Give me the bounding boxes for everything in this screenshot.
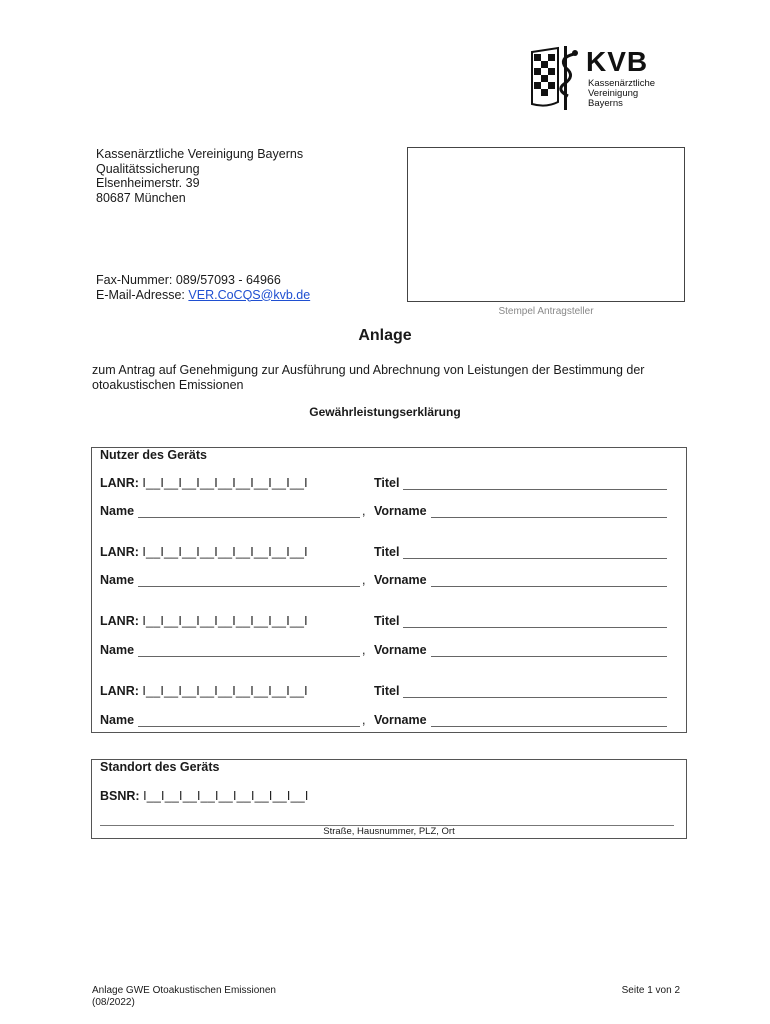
vorname-field[interactable]: [374, 713, 667, 727]
comma: ,: [362, 573, 366, 587]
titel-field[interactable]: [374, 476, 667, 490]
comma: ,: [362, 643, 366, 657]
kvb-emblem-icon: [528, 44, 582, 112]
lanr-field[interactable]: [100, 614, 308, 628]
name-field[interactable]: [100, 504, 360, 518]
name-row: [100, 504, 676, 520]
titel-label: Titel: [374, 684, 400, 698]
lanr-field[interactable]: [100, 476, 308, 490]
device-users-title: Nutzer des Geräts: [100, 448, 207, 462]
email-label: E-Mail-Adresse:: [96, 287, 185, 302]
bsnr-label: BSNR:: [100, 789, 140, 803]
titel-field[interactable]: [374, 684, 667, 698]
vorname-field[interactable]: [374, 643, 667, 657]
lanr-row: [100, 614, 676, 630]
kvb-subtitle: Kassenärztliche Vereinigung Bayerns: [588, 78, 656, 109]
titel-label: Titel: [374, 614, 400, 628]
page-number: Seite 1 von 2: [621, 985, 680, 996]
recipient-address: [96, 147, 303, 205]
vorname-label: Vorname: [374, 643, 427, 657]
lanr-cells: I__I__I__I__I__I__I__I__I__I: [142, 684, 308, 698]
lanr-row: [100, 545, 676, 561]
address-line: 80687 München: [96, 190, 186, 205]
fax-number: Fax-Nummer: 089/57093 - 64966: [96, 273, 281, 287]
lanr-row: [100, 476, 676, 492]
bsnr-row: [100, 789, 676, 805]
name-field[interactable]: [100, 643, 360, 657]
lanr-field[interactable]: [100, 684, 308, 698]
stamp-label: Stempel Antragsteller: [498, 306, 594, 317]
vorname-field[interactable]: [374, 504, 667, 518]
lanr-cells: I__I__I__I__I__I__I__I__I__I: [142, 614, 308, 628]
bsnr-cells: I__I__I__I__I__I__I__I__I__I: [143, 789, 309, 803]
titel-field[interactable]: [374, 545, 667, 559]
name-label: Name: [100, 504, 135, 518]
address-line: Kassenärztliche Vereinigung Bayerns: [96, 147, 304, 161]
lanr-label: LANR:: [100, 545, 139, 559]
vorname-label: Vorname: [374, 504, 427, 518]
titel-label: Titel: [374, 545, 400, 559]
email-row: [96, 288, 310, 303]
name-row: [100, 573, 676, 589]
name-label: Name: [100, 713, 135, 727]
lanr-row: [100, 684, 676, 700]
section-heading: Gewährleistungserklärung: [309, 405, 461, 419]
stamp-box[interactable]: [407, 147, 685, 302]
kvb-wordmark: KVB: [586, 46, 649, 77]
device-location-title: Standort des Geräts: [100, 760, 220, 774]
contact-info: [96, 273, 310, 302]
lanr-label: LANR:: [100, 476, 139, 490]
name-row: [100, 643, 676, 659]
name-label: Name: [100, 643, 135, 657]
address-line: Elsenheimerstr. 39: [96, 176, 200, 190]
device-location-section: [91, 759, 687, 839]
lanr-cells: I__I__I__I__I__I__I__I__I__I: [142, 545, 308, 559]
name-field[interactable]: [100, 573, 360, 587]
footer-document-info: Anlage GWE Otoakustischen Emissionen (08/2022): [92, 985, 276, 1008]
lanr-cells: I__I__I__I__I__I__I__I__I__I: [142, 476, 308, 490]
lanr-field[interactable]: [100, 545, 308, 559]
lanr-label: LANR:: [100, 684, 139, 698]
vorname-label: Vorname: [374, 713, 427, 727]
kvb-logo: [528, 44, 668, 112]
vorname-field[interactable]: [374, 573, 667, 587]
comma: ,: [362, 504, 366, 518]
lanr-label: LANR:: [100, 614, 139, 628]
vorname-label: Vorname: [374, 573, 427, 587]
bsnr-field[interactable]: [100, 789, 309, 803]
email-link[interactable]: VER.CoCQS@kvb.de: [188, 287, 311, 302]
street-label: Straße, Hausnummer, PLZ, Ort: [323, 826, 455, 837]
titel-label: Titel: [374, 476, 400, 490]
name-field[interactable]: [100, 713, 360, 727]
name-label: Name: [100, 573, 135, 587]
comma: ,: [362, 713, 366, 727]
name-row: [100, 713, 676, 729]
page-title: Anlage: [358, 327, 412, 344]
titel-field[interactable]: [374, 614, 667, 628]
device-users-section: [91, 447, 687, 733]
address-line: Qualitätssicherung: [96, 161, 200, 176]
intro-text: zum Antrag auf Genehmigung zur Ausführung und Abrechnung von Leistungen der Bestimmung der otoakustischen Emissionen: [92, 363, 645, 392]
